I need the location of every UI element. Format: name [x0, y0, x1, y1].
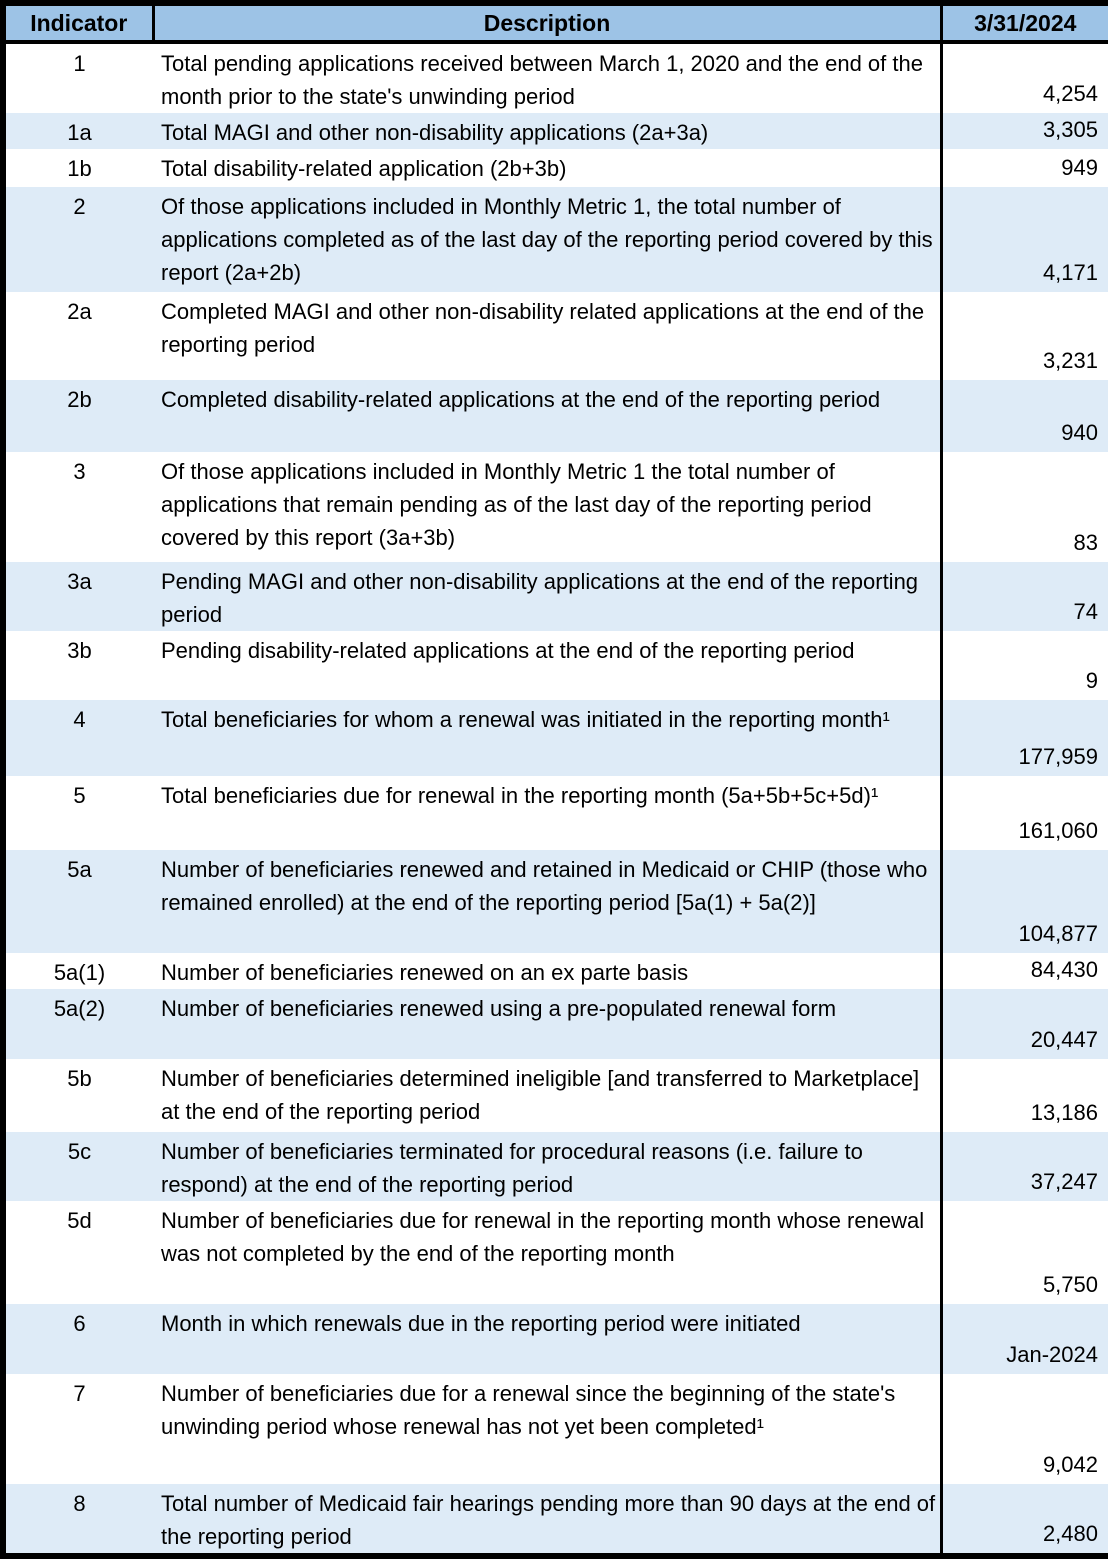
table-row	[3, 1484, 1108, 1556]
value-cell: 9,042	[941, 1374, 1108, 1484]
description-cell: Pending MAGI and other non-disability applications at the end of the reporting period	[161, 569, 919, 627]
description-cell: Total beneficiaries due for renewal in the reporting month (5a+5b+5c+5d)¹	[161, 783, 879, 808]
indicator-cell: 2b	[67, 387, 92, 412]
table-row	[3, 380, 1108, 452]
description-cell: Completed MAGI and other non-disability related applications at the end of the reporting period	[161, 299, 925, 357]
indicator-cell: 3	[73, 459, 86, 484]
table-row	[3, 1132, 1108, 1201]
indicator-cell: 1a	[67, 120, 92, 145]
description-cell: Total MAGI and other non-disability applications (2a+3a)	[161, 120, 709, 145]
table-row	[3, 562, 1108, 631]
description-cell: Total number of Medicaid fair hearings pending more than 90 days at the end of the reporting period	[161, 1491, 936, 1549]
description-cell: Number of beneficiaries renewed and retained in Medicaid or CHIP (those who remained enrolled) at the end of the reporting period [5a(1) + 5a(2)]	[161, 857, 928, 915]
table-row	[3, 149, 1108, 187]
indicator-cell: 5b	[67, 1066, 92, 1091]
indicator-cell: 7	[73, 1381, 86, 1406]
description-cell: Number of beneficiaries renewed on an ex parte basis	[161, 960, 689, 985]
description-cell: Of those applications included in Monthly Metric 1 the total number of applications that remain pending as of the last day of the reporting period covered by this report (3a+3b)	[161, 459, 872, 550]
table-row	[3, 850, 1108, 953]
description-cell: Of those applications included in Monthly Metric 1, the total number of applications completed as of the last day of the reporting period covered by this report (2a+2b)	[161, 194, 933, 285]
header-row	[3, 3, 1108, 42]
indicator-cell: 6	[73, 1311, 86, 1336]
value-cell: 84,430	[941, 953, 1108, 989]
value-cell: 20,447	[941, 989, 1108, 1059]
indicator-cell: 5a(2)	[53, 996, 106, 1021]
description-cell: Month in which renewals due in the reporting period were initiated	[161, 1311, 801, 1336]
description-cell: Number of beneficiaries due for renewal in the reporting month whose renewal was not completed by the end of the reporting month	[161, 1208, 925, 1266]
indicator-cell: 2a	[67, 299, 92, 324]
indicator-cell: 3a	[67, 569, 92, 594]
description-cell: Number of beneficiaries determined ineligible [and transferred to Marketplace] at the end of the reporting period	[161, 1066, 920, 1124]
indicator-cell: 5d	[67, 1208, 92, 1233]
table-row	[3, 292, 1108, 380]
value-cell: 940	[941, 380, 1108, 452]
description-cell: Pending disability-related applications at the end of the reporting period	[161, 638, 855, 663]
description-cell: Number of beneficiaries due for a renewal since the beginning of the state's unwinding period whose renewal has not yet been completed¹	[161, 1381, 896, 1439]
table-row	[3, 1201, 1108, 1304]
table-row	[3, 42, 1108, 113]
table-row	[3, 953, 1108, 989]
table-row	[3, 1304, 1108, 1374]
value-cell: 5,750	[941, 1201, 1108, 1304]
table-row	[3, 776, 1108, 850]
table-row	[3, 989, 1108, 1059]
value-cell: 37,247	[941, 1132, 1108, 1201]
description-cell: Total disability-related application (2b+3b)	[161, 156, 567, 181]
indicator-cell: 4	[73, 707, 86, 732]
table-row	[3, 1059, 1108, 1132]
indicator-cell: 3b	[67, 638, 92, 663]
table-body	[3, 42, 1108, 1556]
column-header-date: 3/31/2024	[941, 3, 1108, 42]
value-cell: 3,305	[941, 113, 1108, 149]
description-cell: Completed disability-related applications at the end of the reporting period	[161, 387, 881, 412]
indicator-cell: 1b	[67, 156, 92, 181]
indicator-cell: 2	[73, 194, 86, 219]
indicator-cell: 5	[73, 783, 86, 808]
indicator-cell: 5c	[67, 1139, 92, 1164]
table-row	[3, 187, 1108, 292]
value-cell: Jan-2024	[941, 1304, 1108, 1374]
column-header-indicator: Indicator	[3, 3, 153, 42]
value-cell: 74	[941, 562, 1108, 631]
value-cell: 4,171	[941, 187, 1108, 292]
value-cell: 949	[941, 149, 1108, 187]
indicator-cell: 1	[73, 51, 86, 76]
description-cell: Number of beneficiaries renewed using a pre-populated renewal form	[161, 996, 837, 1021]
value-cell: 13,186	[941, 1059, 1108, 1132]
table-header	[3, 3, 1108, 42]
value-cell: 3,231	[941, 292, 1108, 380]
value-cell: 104,877	[941, 850, 1108, 953]
value-cell: 177,959	[941, 700, 1108, 776]
table-row	[3, 700, 1108, 776]
value-cell: 9	[941, 631, 1108, 700]
table-row	[3, 1374, 1108, 1484]
description-cell: Total pending applications received between March 1, 2020 and the end of the month prior to the state's unwinding period	[161, 51, 923, 109]
description-cell: Number of beneficiaries terminated for procedural reasons (i.e. failure to respond) at the end of the reporting period	[161, 1139, 863, 1197]
value-cell: 83	[941, 452, 1108, 562]
table-row	[3, 452, 1108, 562]
table-row	[3, 113, 1108, 149]
indicator-cell: 5a(1)	[53, 960, 106, 985]
column-header-description: Description	[153, 3, 941, 42]
table-row	[3, 631, 1108, 700]
value-cell: 4,254	[941, 42, 1108, 113]
description-cell: Total beneficiaries for whom a renewal was initiated in the reporting month¹	[161, 707, 890, 732]
value-cell: 161,060	[941, 776, 1108, 850]
indicator-cell: 5a	[67, 857, 92, 882]
value-cell: 2,480	[941, 1484, 1108, 1556]
indicator-cell: 8	[73, 1491, 86, 1516]
